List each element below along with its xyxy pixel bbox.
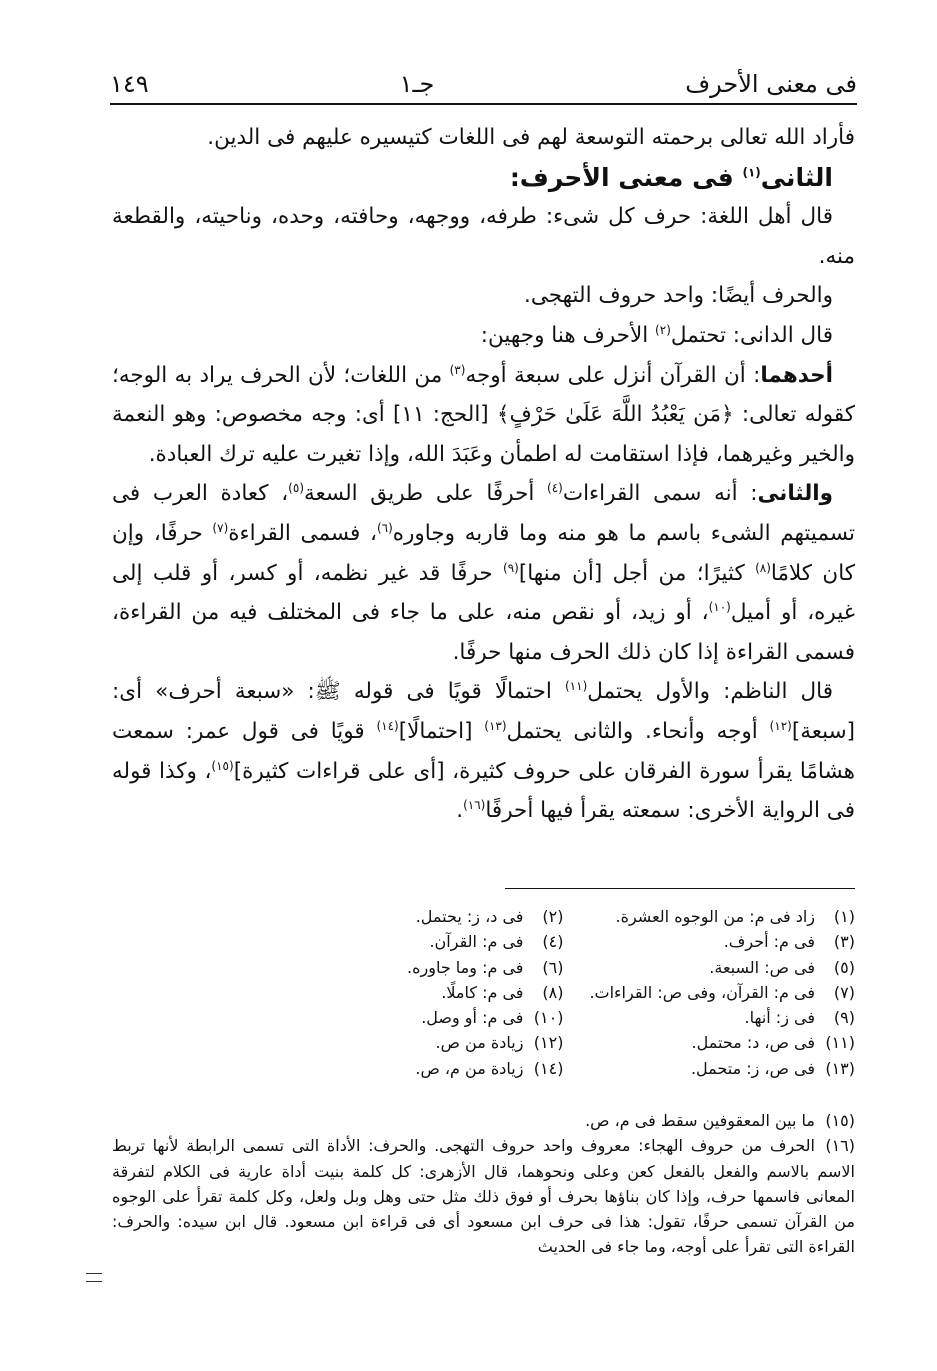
paragraph-4 (112, 316, 855, 356)
footnote-number: (٤) (542, 932, 564, 952)
footnote-ref[interactable]: (٢) (655, 322, 671, 337)
page-number: ١٤٩ (110, 70, 149, 98)
text-run: قال الناظم: والأول يحتمل (587, 679, 833, 705)
footnote-number: (٧) (833, 982, 855, 1002)
footnote-number: (١٢) (533, 1033, 564, 1053)
text-run: . (456, 798, 464, 824)
text-run: قويًا فى قول عمر: سمعت هشامًا يقرأ سورة الفرقان على حروف كثيرة، [أى على قراءات كثيرة] (112, 718, 856, 784)
footnote-item (589, 1030, 855, 1055)
text-run: ، أو زيد، أو نقص منه، على ما جاء فى المختلف فيه من القراءة، فسمى القراءة إذا كان ذلك الحرف منها حرفًا. (112, 600, 855, 665)
footnote-text: فى ز: أنها. (744, 1008, 815, 1028)
footnote-ref[interactable]: (١١) (564, 679, 588, 694)
footnote-number: (١٦) (825, 1136, 855, 1156)
footnote-item (589, 904, 855, 929)
footnote-ref[interactable]: (٨) (755, 560, 771, 575)
footnote-text: فى د، ز: يحتمل. (415, 907, 524, 926)
footnote-number: (١) (833, 907, 855, 926)
footnote-ref[interactable]: (١٦) (463, 797, 486, 812)
footnote-number: (١١) (825, 1033, 855, 1053)
footnote-text: ما بين المعقوفين سقط فى م، ص. (585, 1111, 815, 1130)
footnote-text: فى م: كاملًا. (441, 982, 524, 1002)
paragraph-7 (112, 672, 855, 830)
section-heading (112, 158, 855, 198)
lead-word: والثانى (757, 481, 834, 507)
footnote-item (300, 929, 563, 954)
main-text (112, 118, 855, 831)
text-run: من اللغات؛ لأن الحرف يراد به الوجه؛ كقوله تعالى: ﴿مَن يَعْبُدُ اللَّهَ عَلَىٰ حَرْفٍ﴾ [الحج: ١١] أى: وجه مخصوص: وهو النعمة والخير وغيرهما، فإذا استقامت له اطمأن وعَبَدَ الله، وإذا تغيرت عليه ترك العبادة. (112, 362, 856, 467)
footnote-text: زيادة من ص. (435, 1033, 524, 1053)
text-run: حرفًا قد غير نظمه، أو كسر، أو قلب إلى غيره، أو أميل (112, 560, 855, 626)
running-head (110, 58, 857, 98)
footnote-number: (٩) (833, 1008, 855, 1028)
footnote-number: (٢) (542, 907, 564, 926)
footnote-text: فى م: وما جاوره. (407, 957, 524, 977)
footnote-item (112, 1133, 855, 1259)
footnote-item (589, 1005, 855, 1030)
paragraph-5 (112, 356, 855, 475)
footnote-number: (١٤) (533, 1058, 564, 1078)
footnote-number: (١٠) (533, 1008, 564, 1028)
footnote-item (589, 980, 855, 1005)
footnote-number: (١٣) (825, 1058, 855, 1078)
footnote-text: فى ص: السبعة. (709, 957, 815, 977)
text-run: الأحرف هنا وجهين: (480, 322, 656, 348)
text-run: [احتمالًا] (398, 718, 485, 744)
footnote-item (300, 904, 563, 929)
footnote-item (300, 1030, 563, 1055)
footnote-ref[interactable]: (١٣) (484, 718, 507, 733)
paragraph-1: فأراد الله تعالى برحمته التوسعة لهم فى اللغات كتيسيره عليهم فى الدين. (207, 125, 855, 150)
footnote-item (589, 955, 855, 980)
footnote-item (589, 929, 855, 954)
footnote-ref[interactable]: (٣) (449, 362, 466, 377)
text-run: كثيرًا؛ من أجل [أن منها] (518, 560, 756, 586)
text-run: احتمالًا قويًا فى قوله ﷺ: «سبعة أحرف» أى: [سبعة] (112, 679, 856, 744)
footnote-text: الحرف من حروف الهجاء: معروف واحد حروف التهجى. والحرف: الأداة التى تسمى الرابطة لأنها تربط الاسم بالاسم والفعل بالفعل كعن وعلى ونحوهما، قال الأزهرى: كل كلمة بنيت أداة عارية فى الكلام لتفرقة المعانى فاسمها حرف، وإذا كان بناؤها بحرف أو فوق ذلك مثل حتى وهل وبل ولعل، وكل كلمة تقرأ على الوجوه من القرآن تسمى حرفًا، تقول: هذا فى حرف ابن مسعود أى فى قراءة ابن مسعود. قال ابن سيده: والحرف: القراءة التى تقرأ على أوجه، وما جاء فى الحديث (112, 1136, 855, 1257)
text-run: أحرفًا على طريق السعة (304, 481, 548, 507)
footnote-number: (٥) (833, 957, 855, 977)
footnote-ref[interactable]: (٧) (212, 520, 229, 535)
footnote-item (112, 1108, 855, 1133)
footnote-ref[interactable]: (٩) (503, 560, 519, 575)
text-run: قال الدانى: تحتمل (670, 322, 833, 348)
page-margin-mark (86, 1273, 102, 1282)
footnote-text: زاد فى م: من الوجوه العشرة. (615, 907, 815, 926)
footnote-text: فى م: القرآن. (429, 932, 524, 952)
paragraph-2: قال أهل اللغة: حرف كل شىء: طرفه، ووجهه، وحافته، وحده، وناحيته، والقطعة منه. (112, 204, 855, 269)
text-run: ، وكذا قوله فى الرواية الأخرى: سمعته يقرأ فيها أحرفًا (112, 758, 855, 824)
lead-word: أحدهما (760, 362, 834, 388)
footnote-text: فى م: أحرف. (723, 932, 815, 952)
text-run: حرفًا، وإن كان كلامًا (112, 520, 855, 586)
paragraph-3: والحرف أيضًا: واحد حروف التهجى. (524, 283, 833, 309)
footnote-number: (٨) (542, 982, 564, 1002)
footnote-ref[interactable]: (١٤) (376, 718, 399, 733)
footnote-number: (٦) (542, 957, 564, 977)
footnote-number: (١٥) (825, 1111, 855, 1130)
footnote-ref[interactable]: (١٥) (211, 758, 234, 773)
heading-rest: فى معنى الأحرف: (509, 162, 743, 192)
footnote-item (300, 980, 563, 1005)
footnotes-grid (300, 904, 855, 1081)
footnote-text: زيادة من م، ص. (415, 1058, 524, 1078)
header-rule (110, 103, 857, 105)
footnote-number: (٣) (833, 932, 855, 952)
footnote-ref[interactable]: (٦) (376, 520, 393, 535)
footnote-item (300, 955, 563, 980)
volume-number: جـ١ (399, 70, 435, 98)
footnotes-wide (112, 1108, 855, 1260)
footnote-text: فى م: أو وصل. (421, 1008, 524, 1028)
footnote-ref[interactable]: (١) (742, 165, 761, 180)
footnote-text: فى م: القرآن، وفى ص: القراءات. (589, 982, 815, 1002)
footnote-ref[interactable]: (١٠) (708, 599, 731, 614)
footnote-ref[interactable]: (٥) (288, 481, 304, 496)
text-run: أوجه وأنحاء. والثانى يحتمل (506, 718, 770, 744)
footnote-ref[interactable]: (١٢) (769, 718, 792, 733)
text-run: ، فسمى القراءة (228, 520, 377, 546)
text-run: ، كعادة العرب فى تسميتهم الشىء باسم ما هو منه وما قاربه وجاوره (112, 481, 856, 546)
footnote-rule (505, 888, 855, 889)
footnote-ref[interactable]: (٤) (547, 481, 563, 496)
chapter-title: فى معنى الأحرف (685, 70, 857, 98)
footnote-item (300, 1005, 563, 1030)
text-run: : أنه سمى القراءات (562, 481, 758, 507)
footnote-item (589, 1056, 855, 1081)
footnote-item (300, 1056, 563, 1081)
text-run: : أن القرآن أنزل على سبعة أوجه (465, 362, 761, 388)
heading-word: الثانى (760, 162, 833, 192)
footnote-text: فى ص، د: محتمل. (691, 1033, 815, 1053)
paragraph-6 (112, 474, 855, 672)
footnote-text: فى ص، ز: متحمل. (690, 1058, 815, 1078)
